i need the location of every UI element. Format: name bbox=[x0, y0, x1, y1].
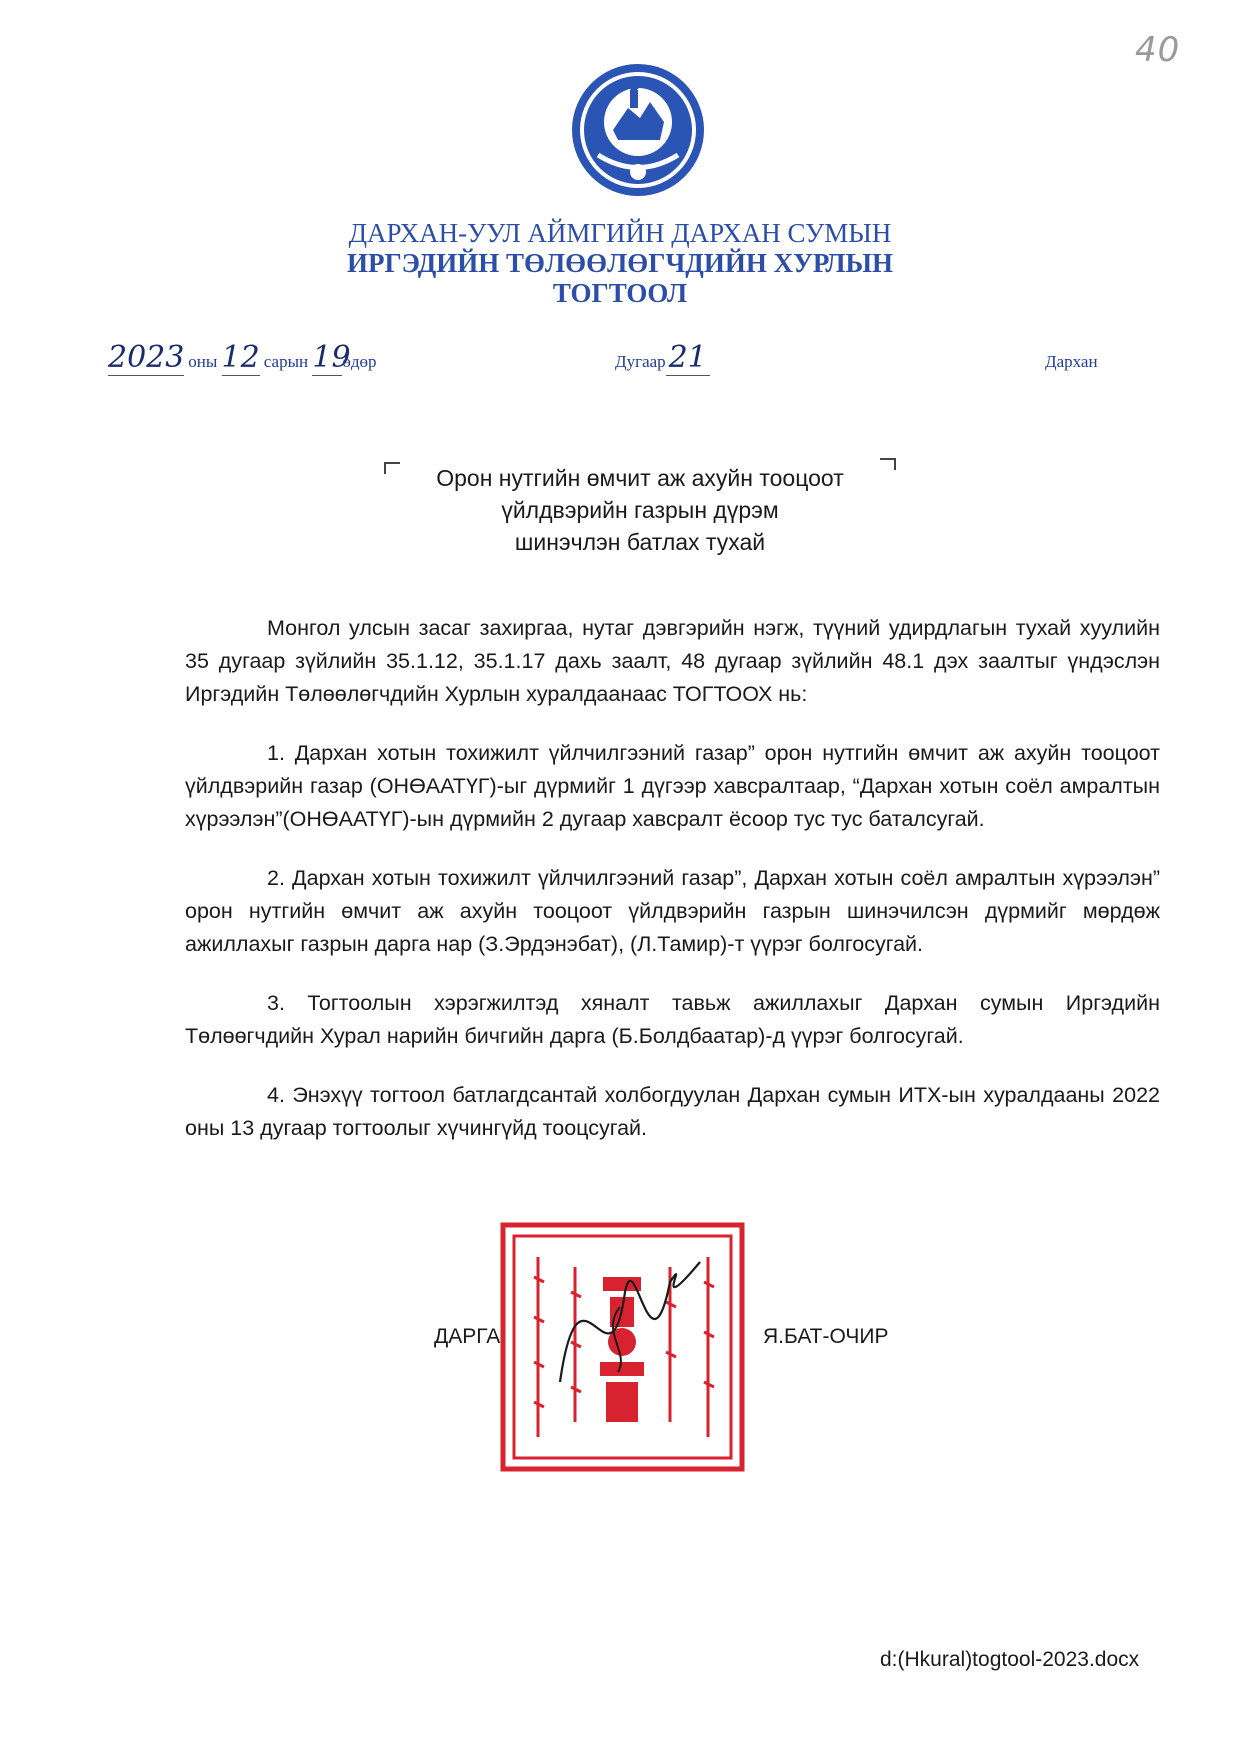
title-line-2: үйлдвэрийн газрын дүрэм bbox=[501, 497, 779, 523]
state-emblem-icon bbox=[568, 60, 708, 200]
date-month-suffix: сарын bbox=[263, 352, 309, 371]
header-line-3: ТОГТООЛ bbox=[552, 278, 688, 308]
date-month: 12 bbox=[221, 340, 260, 375]
list-item: 1. Дархан хотын тохижилт үйлчилгээний газар” орон нутгийн өмчит аж ахуйн тооцоот үйлдвэрийн газар (ОНӨААТҮГ)-ыг дүрмийг 1 дүгээр хавсралтаар, “Дархан хотын соёл амралтын хүрээлэн”(ОНӨААТҮГ)-ын дүрмийн 2 дугаар хавсралт ёсоор тус тус баталсугай. bbox=[185, 741, 1160, 831]
place: Дархан bbox=[1045, 352, 1098, 371]
signatory-name: Я.БАТ-ОЧИР bbox=[763, 1325, 889, 1348]
title-line-3: шинэчлэн батлах тухай bbox=[514, 529, 766, 555]
date-year: 2023 bbox=[108, 340, 185, 375]
header-line-2: ИРГЭДИЙН ТӨЛӨӨЛӨГЧДИЙН ХУРЛЫН bbox=[346, 248, 893, 278]
date-line bbox=[108, 340, 377, 380]
page-number: 40 bbox=[1135, 30, 1181, 70]
title-line-1: Орон нутгийн өмчит аж ахуйн тооцоот bbox=[436, 465, 844, 491]
intro-paragraph: Монгол улсын засаг захиргаа, нутаг дэвгэрийн нэгж, түүний удирдлагын тухай хуулийн 35 дугаар зүйлийн 35.1.12, 35.1.17 дахь заалт, 48 дугаар зүйлийн 48.1 дэх заалтыг үндэслэн Иргэдийн Төлөөлөгчдийн Хурлын хуралдаанаас ТОГТООХ нь: bbox=[185, 616, 1160, 706]
footer-file-path: d:(Hkural)togtool-2023.docx bbox=[880, 1648, 1140, 1671]
official-seal-stamp bbox=[500, 1222, 745, 1472]
signatory-position: ДАРГА bbox=[434, 1325, 501, 1348]
document-number bbox=[615, 340, 710, 380]
resolution-body bbox=[185, 612, 1160, 1171]
list-item: 3. Тогтоолын хэрэгжилтэд хяналт тавьж ажиллахыг Дархан сумын Иргэдийн Төлөөгчдийн Хурал нарийн бичгийн дарга (Б.Болдбаатар)-д үүрэг болгосугай. bbox=[185, 991, 1160, 1048]
header-line-1: ДАРХАН-УУЛ АЙМГИЙН ДАРХАН СУМЫН bbox=[348, 218, 892, 248]
date-year-suffix: оны bbox=[188, 352, 218, 371]
number-value: 21 bbox=[666, 340, 710, 376]
number-label: Дугаар bbox=[615, 352, 666, 371]
list-item: 4. Энэхүү тогтоол батлагдсантай холбогдуулан Дархан сумын ИТХ-ын хуралдааны 2022 оны 13 дугаар тогтоолыг хүчингүйд тооцсугай. bbox=[185, 1083, 1160, 1140]
resolution-title bbox=[380, 462, 900, 558]
list-item: 2. Дархан хотын тохижилт үйлчилгээний газар”, Дархан хотын соёл амралтын хүрээлэн” орон нутгийн өмчит аж ахуйн тооцоот үйлдвэрийн газрын шинэчилсэн дүрмийг мөрдөж ажиллахыг газрын дарга нар (З.Эрдэнэбат), (Л.Тамир)-т үүрэг болгосугай. bbox=[185, 866, 1160, 956]
date-day-suffix: өдөр bbox=[342, 352, 377, 371]
date-day: 19 bbox=[312, 340, 351, 375]
